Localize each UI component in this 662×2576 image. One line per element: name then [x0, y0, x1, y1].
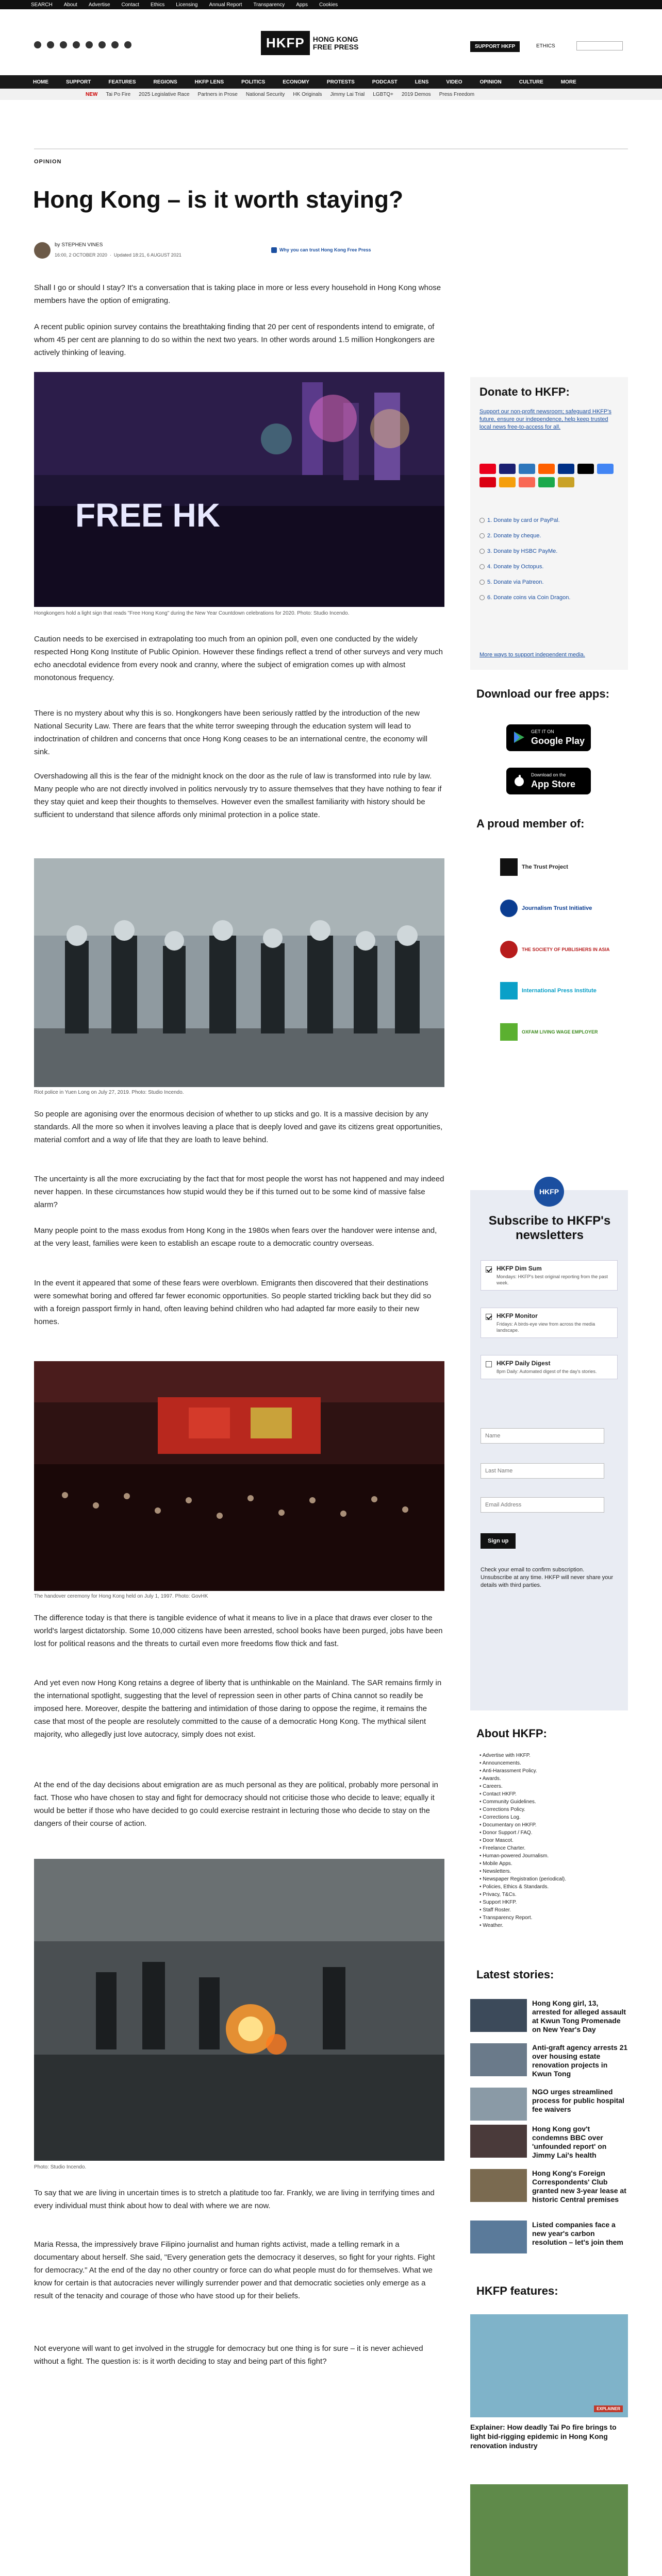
nav-item[interactable]: MORE: [560, 79, 576, 85]
bluesky-icon[interactable]: [98, 41, 106, 48]
topbar-link[interactable]: Ethics: [150, 2, 165, 8]
more-ways-link[interactable]: More ways to support independent media.: [479, 652, 585, 658]
topbar-link[interactable]: Licensing: [176, 2, 198, 8]
about-link[interactable]: • Donor Support / FAQ.: [479, 1829, 624, 1837]
latest-title: Latest stories:: [476, 1968, 554, 1981]
nav-item[interactable]: HKFP LENS: [194, 79, 224, 85]
nav-item[interactable]: SUPPORT: [66, 79, 91, 85]
about-title: About HKFP:: [476, 1727, 547, 1740]
story-thumbnail: [470, 2088, 527, 2121]
donate-option[interactable]: [479, 595, 570, 601]
newsletter-option[interactable]: [481, 1355, 618, 1379]
site-logo[interactable]: [261, 31, 358, 55]
about-link[interactable]: • Awards.: [479, 1775, 624, 1783]
logo-wordmark: [313, 36, 359, 51]
explainer-tag: EXPLAINER: [594, 2405, 623, 2412]
hsbc-payme-icon: [479, 477, 496, 487]
about-link[interactable]: • Privacy, T&Cs.: [479, 1891, 624, 1899]
donate-option-label: 3. Donate by HSBC PayMe.: [487, 548, 558, 554]
visa-icon: [499, 464, 516, 474]
member-ipi[interactable]: [500, 982, 597, 999]
paragraph: Overshadowing all this is the fear of the midnight knock on the door as the rule of law is transformed into rule by law. Many people who are not directly involved in politics nervously try to assure themselves that they have nothing to fear if they stay quiet and keep their thoughts to themselves. However even the smallest familiarity with history should be sufficient to understand that silence affords only minimal protection in a police state.: [34, 772, 442, 819]
story-title: Listed companies face a new year's carbon resolution – let's join them: [532, 2221, 623, 2246]
nav-item[interactable]: PODCAST: [372, 79, 398, 85]
donate-option-label: 2. Donate by cheque.: [487, 533, 541, 539]
article-image-handover: [34, 1361, 444, 1591]
street-clash-image: [34, 1859, 444, 2161]
nav-item[interactable]: OPINION: [479, 79, 502, 85]
nav-item[interactable]: HOME: [33, 79, 48, 85]
threads-icon[interactable]: [86, 41, 93, 48]
paypal-icon: [558, 464, 574, 474]
free-hk-light-sign: FREE HK: [75, 497, 220, 534]
paragraph: Caution needs to be exercised in extrapolating too much from an opinion poll, even one conducted by the widely respected Hong Kong Institute of Public Opinion. However these findings reflect a trend of other surveys and very much echo anecdotal evidence from every nook and cranny, where the subject of emigration comes up with almost monotonous frequency.: [34, 635, 443, 682]
divider: [34, 148, 628, 149]
google-play-small: GET IT ON: [531, 729, 554, 734]
section-label[interactable]: OPINION: [34, 159, 62, 165]
newsletter-name: HKFP Daily Digest: [496, 1360, 551, 1367]
octopus-icon: [499, 477, 516, 487]
sign-up-button[interactable]: Sign up: [481, 1533, 516, 1549]
checkbox-checked-icon[interactable]: [486, 1314, 492, 1320]
paragraph: Shall I go or should I stay? It's a conversation that is taking place in more or less every household in Hong Kong whose members have the option of emigrating.: [34, 283, 441, 305]
instagram-icon[interactable]: [60, 41, 67, 48]
donate-option-label: 6. Donate coins via Coin Dragon.: [487, 595, 571, 601]
about-link[interactable]: • Community Guidelines.: [479, 1798, 624, 1806]
radio-icon: [479, 595, 485, 600]
story-thumbnail: [470, 2169, 527, 2202]
newsletter-option[interactable]: [481, 1260, 618, 1291]
riot-police-image: [34, 858, 444, 1087]
ipi-logo: [500, 982, 518, 999]
sopa-logo: [500, 941, 518, 958]
paragraph: Many people point to the mass exodus from Hong Kong in the 1980s when fears over the handover were intense and, at the very least, families were keen to establish an escape route to a democratic country overseas.: [34, 1226, 437, 1248]
newsletter-desc: Mondays: HKFP's best original reporting from the past week.: [496, 1274, 608, 1285]
youtube-icon[interactable]: [73, 41, 80, 48]
radio-icon: [479, 580, 485, 585]
google-play-button[interactable]: [506, 724, 591, 751]
trending-link[interactable]: Jimmy Lai Trial: [330, 91, 365, 97]
about-link[interactable]: • Staff Roster.: [479, 1906, 624, 1914]
paragraph: To say that we are living in uncertain times is to stretch a platitude too far. Frankly, we are living in terrifying times and every individual must think about how to deal with where we are now.: [34, 2189, 435, 2210]
social-icons: [34, 41, 131, 48]
story-title: Hong Kong girl, 13, arrested for alleged assault at Kwun Tong Promenade on New Year's Day: [532, 1999, 626, 2033]
checkbox-icon[interactable]: [486, 1361, 492, 1367]
image-caption: Hongkongers hold a light sign that reads "Free Hong Kong" during the New Year Countdown celebrations for 2020. Photo: Studio Incendo.: [34, 611, 350, 616]
donate-option[interactable]: [479, 533, 541, 539]
image-caption: Photo: Studio Incendo.: [34, 2164, 87, 2170]
top-utility-bar: [0, 0, 662, 9]
facebook-icon[interactable]: [34, 41, 41, 48]
apple-pay-icon: [577, 464, 594, 474]
feature-image: [470, 2484, 628, 2576]
paragraph: There is no mystery about why this is so. Hongkongers have been seriously rattled by the introduction of the new National Security Law. There are fears that the white terror sweeping through the education system will lead to indoctrination of children and concerns that once Hong Kong ceases to be an international centre, the economy will sink.: [34, 709, 427, 756]
paragraph: At the end of the day decisions about emigration are as much personal as they are political, probably more personal in fact. Those who have chosen to stay and fight for democracy should not criticise those who decide to leave; equally it would be better if those who have decided to go could exercise restraint in lecturing those who decide to stay on the dangers of their course of action.: [34, 1781, 438, 1828]
nav-item[interactable]: FEATURES: [108, 79, 136, 85]
donate-text[interactable]: Support our non-profit newsroom; safeguard HKFP's future, ensure our independence, help keep trusted local news free-to-access for all.: [479, 409, 611, 430]
article-title: Hong Kong – is it worth staying?: [33, 186, 404, 213]
topbar-link[interactable]: Advertise: [88, 2, 110, 8]
feature-story[interactable]: [470, 2314, 628, 2450]
article-dates: 16:00, 2 OCTOBER 2020 · Updated 18:21, 6 AUGUST 2021: [55, 252, 181, 258]
story-title: Hong Kong's Foreign Correspondents' Club granted new 3-year lease at historic Central premises: [532, 2169, 626, 2204]
site-header: [0, 9, 662, 75]
trending-link[interactable]: National Security: [245, 91, 285, 97]
paragraph: Not everyone will want to get involved in the struggle for democracy but one thing is for sure – it is never achieved without a fight. The question is: is it worth deciding to stay and being part of this fight?: [34, 2344, 423, 2366]
donate-option-label: 5. Donate via Patreon.: [487, 579, 544, 585]
checkbox-checked-icon[interactable]: [486, 1266, 492, 1273]
about-link[interactable]: • Mobile Apps.: [479, 1860, 624, 1868]
crowd-night-image: [34, 372, 444, 607]
about-link[interactable]: • Weather.: [479, 1922, 624, 1929]
payment-methods: [479, 464, 619, 487]
story-thumbnail: [470, 2043, 527, 2076]
about-link[interactable]: • Anti-Harassment Policy.: [479, 1767, 624, 1775]
latest-story[interactable]: [470, 2169, 628, 2202]
radio-icon: [479, 564, 485, 569]
topbar-link[interactable]: Cookies: [319, 2, 338, 8]
app-store-big: App Store: [531, 779, 576, 789]
paragraph: The uncertainty is all the more excruciating by the fact that for most people the worst has not happened and may indeed never happen. In these circumstances how stupid would they be if this turned out to be some kind of massive false alarm?: [34, 1175, 444, 1209]
member-jti[interactable]: [500, 900, 592, 917]
radio-icon: [479, 518, 485, 523]
latest-story[interactable]: [470, 2125, 628, 2158]
linkedin-icon[interactable]: [111, 41, 119, 48]
topbar-link[interactable]: Annual Report: [209, 2, 242, 8]
paragraph: Maria Ressa, the impressively brave Filipino journalist and human rights activist, made a telling remark in a documentary about herself. She said, "Every generation gets the democracy it deserves, so fight for your rights. Fight for democracy." At the end of the day no other country or force can do what people must do for themselves. What we know for certain is that autocracies never willingly surrender power and that democratic societies only emerge as a result of the tenacity and courage of those who have stood up for their beliefs.: [34, 2240, 435, 2300]
first-name-input[interactable]: [481, 1428, 604, 1444]
trending-link[interactable]: Tai Po Fire: [106, 91, 131, 97]
member-name: OXFAM LIVING WAGE EMPLOYER: [522, 1029, 598, 1035]
newsletter-option[interactable]: [481, 1308, 618, 1338]
trending-link[interactable]: HK Originals: [293, 91, 322, 97]
feature-title: Explainer: How deadly Tai Po fire brings to light bid-rigging epidemic in Hong Kong renovation industry: [470, 2423, 617, 2450]
feature-image: [470, 2314, 628, 2417]
google-play-icon: [512, 731, 526, 744]
about-link[interactable]: • Support HKFP.: [479, 1899, 624, 1906]
about-link[interactable]: • Corrections Policy.: [479, 1806, 624, 1814]
x-icon[interactable]: [47, 41, 54, 48]
trust-project-logo: [500, 858, 518, 876]
coin-dragon-icon: [558, 477, 574, 487]
member-trust-project[interactable]: [500, 858, 568, 876]
nav-item[interactable]: VIDEO: [446, 79, 462, 85]
donate-option[interactable]: [479, 517, 560, 523]
paragraph: So people are agonising over the enormous decision of whether to up sticks and go. It is a massive decision by any standards. All the more so when it involves leaving a place that is deeply loved and gave its citizens great opportunities, material comfort and a way of life that they are loath to leave behind.: [34, 1110, 443, 1144]
about-link[interactable]: • Documentary on HKFP.: [479, 1821, 624, 1829]
member-name: Journalism Trust Initiative: [522, 905, 592, 911]
topbar-link[interactable]: Transparency: [253, 2, 285, 8]
trending-link[interactable]: 2025 Legislative Race: [139, 91, 190, 97]
topbar-link[interactable]: Apps: [296, 2, 308, 8]
latest-story[interactable]: [470, 2043, 628, 2076]
about-link[interactable]: • Freelance Charter.: [479, 1844, 624, 1852]
member-name: International Press Institute: [522, 988, 597, 994]
about-link[interactable]: • Policies, Ethics & Standards.: [479, 1883, 624, 1891]
trending-link[interactable]: Press Freedom: [439, 91, 475, 97]
app-store-small: Download on the: [531, 772, 566, 777]
trending-link[interactable]: Partners in Prose: [197, 91, 238, 97]
nav-item[interactable]: LENS: [415, 79, 429, 85]
about-link[interactable]: • Newsletters.: [479, 1868, 624, 1875]
search-link[interactable]: SEARCH: [31, 2, 53, 8]
new-badge: NEW: [86, 91, 98, 97]
trending-link[interactable]: LGBTQ+: [373, 91, 393, 97]
feature-story[interactable]: [470, 2484, 628, 2576]
about-link[interactable]: • Advertise with HKFP.: [479, 1752, 624, 1759]
ethics-link[interactable]: ETHICS: [536, 43, 555, 49]
about-link[interactable]: • Announcements.: [479, 1759, 624, 1767]
patreon-icon: [519, 477, 535, 487]
newsletter-badge: HKFP: [534, 1177, 564, 1207]
handover-ceremony-image: [34, 1361, 444, 1591]
support-hkfp-button[interactable]: SUPPORT HKFP: [470, 41, 520, 52]
topbar-link[interactable]: About: [63, 2, 77, 8]
article-image-countdown: [34, 372, 444, 607]
newsletter-name: HKFP Dim Sum: [496, 1265, 542, 1272]
paragraph: And yet even now Hong Kong retains a degree of liberty that is unthinkable on the Mainland. The SAR remains firmly in the international spotlight, suggesting that the level of repression seen in other parts of China cannot so readily be imposed here. Moreover, despite the battering and intimidation of those daring to oppose the regime, it remains the case that most of the people are resolutely committed to the cause of a democratic Hong Kong. The mythical silent majority, who allegedly just love autocracy, simply does not exist.: [34, 1679, 442, 1739]
apple-icon: [512, 774, 526, 787]
mastercard-icon: [479, 464, 496, 474]
story-thumbnail: [470, 2221, 527, 2253]
oxfam-logo: [500, 1023, 518, 1041]
member-oxfam[interactable]: [500, 1023, 598, 1041]
article-image-riot-police: [34, 858, 444, 1087]
why-trust-link[interactable]: [271, 247, 371, 253]
member-name: The Trust Project: [522, 864, 568, 870]
about-link[interactable]: • Corrections Log.: [479, 1814, 624, 1821]
newsletter-title: Subscribe to HKFP's newsletters: [488, 1214, 611, 1242]
logo-line-2: FREE PRESS: [312, 42, 359, 51]
cheque-icon: [538, 477, 555, 487]
nav-item[interactable]: ECONOMY: [283, 79, 309, 85]
paragraph: A recent public opinion survey contains the breathtaking finding that 20 per cent of respondents intend to emigrate, of whom 45 per cent are planning to do so within the next two years. In other words around 1.5 million Hongkongers are actively thinking of leaving.: [34, 323, 435, 357]
donate-title: Donate to HKFP:: [479, 385, 570, 398]
nav-item[interactable]: PROTESTS: [326, 79, 355, 85]
google-play-big: Google Play: [531, 736, 585, 746]
logo-mark: HKFP: [261, 31, 310, 55]
apps-title: Download our free apps:: [476, 687, 609, 700]
jti-logo: [500, 900, 518, 917]
main-nav: [0, 75, 662, 89]
story-title: Anti-graft agency arrests 21 over housing estate renovation projects in Kwun Tong: [532, 2043, 628, 2078]
donate-option[interactable]: [479, 548, 557, 554]
story-thumbnail: [470, 2125, 527, 2158]
about-link[interactable]: • Door Mascot.: [479, 1837, 624, 1844]
donate-option[interactable]: [479, 564, 543, 570]
about-link[interactable]: • Human-powered Journalism.: [479, 1852, 624, 1860]
app-store-button[interactable]: [506, 768, 591, 794]
donate-option-label: 4. Donate by Octopus.: [487, 564, 544, 570]
author-byline[interactable]: by STEPHEN VINES: [55, 242, 103, 248]
paragraph: The difference today is that there is tangible evidence of what it means to live in a place that draws ever closer to the world's largest dictatorship. Some 10,000 citizens have been arrested, school books have been purged, jobs have been lost for political reasons and the threats to curtail even more freedoms flow thick and fast.: [34, 1614, 443, 1648]
trending-bar: [0, 89, 662, 100]
newsletter-desc: 8pm Daily: Automated digest of the day's stories.: [496, 1369, 597, 1374]
radio-icon: [479, 533, 485, 538]
newsletter-desc: Fridays: A birds-eye view from across the media landscape.: [496, 1321, 595, 1333]
discover-icon: [538, 464, 555, 474]
nav-item[interactable]: REGIONS: [153, 79, 177, 85]
image-caption: Riot police in Yuen Long on July 27, 2019. Photo: Studio Incendo.: [34, 1090, 184, 1095]
email-input[interactable]: [481, 1497, 604, 1513]
radio-icon: [479, 549, 485, 554]
published-date: 16:00, 2 OCTOBER 2020: [55, 252, 107, 258]
latest-story[interactable]: [470, 2088, 628, 2121]
newsletter-name: HKFP Monitor: [496, 1312, 538, 1319]
article-image-street-clash: [34, 1859, 444, 2161]
checkmark-icon: [271, 247, 277, 253]
story-thumbnail: [470, 1999, 527, 2032]
donate-option[interactable]: [479, 579, 543, 585]
about-link[interactable]: • Newspaper Registration (periodical).: [479, 1875, 624, 1883]
telegram-icon[interactable]: [124, 41, 131, 48]
logo-line-1: HONG KONG: [312, 35, 358, 43]
nav-item[interactable]: CULTURE: [519, 79, 543, 85]
last-name-input[interactable]: [481, 1463, 604, 1479]
paragraph: In the event it appeared that some of these fears were overblown. Emigrants then discovered that their destinations were somewhat boring and offered far fewer economic opportunities. So people started trickling back but they did so with a foreign passport firmly in hand, often leaving behind children who had adapted far more easily to their new homes.: [34, 1279, 432, 1326]
member-sopa[interactable]: [500, 941, 610, 958]
latest-story[interactable]: [470, 2221, 628, 2253]
why-trust-label: Why you can trust Hong Kong Free Press: [279, 247, 371, 252]
about-link[interactable]: • Contact HKFP.: [479, 1790, 624, 1798]
search-input[interactable]: [576, 41, 623, 50]
features-title: HKFP features:: [476, 2284, 558, 2297]
donate-option-label: 1. Donate by card or PayPal.: [487, 517, 560, 523]
nav-item[interactable]: POLITICS: [241, 79, 266, 85]
story-title: NGO urges streamlined process for public hospital fee waivers: [532, 2088, 624, 2113]
latest-story[interactable]: [470, 1999, 628, 2032]
topbar-link[interactable]: Contact: [121, 2, 139, 8]
updated-date: Updated 18:21, 6 AUGUST 2021: [113, 252, 181, 258]
amex-icon: [519, 464, 535, 474]
member-title: A proud member of:: [476, 817, 585, 830]
google-pay-icon: [597, 464, 614, 474]
story-title: Hong Kong gov't condemns BBC over 'unfounded report' on Jimmy Lai's health: [532, 2125, 607, 2159]
member-name: THE SOCIETY OF PUBLISHERS IN ASIA: [522, 947, 610, 952]
author-avatar: [34, 242, 51, 259]
trending-link[interactable]: 2019 Demos: [401, 91, 431, 97]
about-link[interactable]: • Careers.: [479, 1783, 624, 1790]
about-link[interactable]: • Transparency Report.: [479, 1914, 624, 1922]
image-caption: The handover ceremony for Hong Kong held on July 1, 1997. Photo: GovHK: [34, 1594, 208, 1599]
newsletter-note: Check your email to confirm subscription. Unsubscribe at any time. HKFP will never share your details with third parties.: [481, 1567, 614, 1588]
about-links: [479, 1752, 624, 1929]
